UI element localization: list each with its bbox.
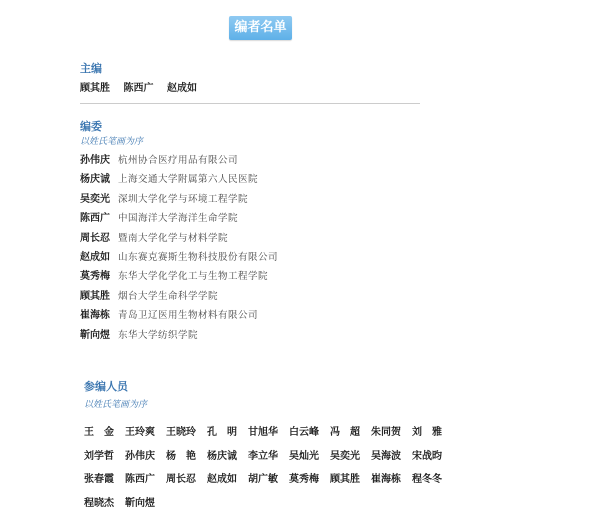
editor-affiliation: 深圳大学化学与环境工程学院 [118, 193, 249, 205]
editor-name: 孙伟庆 [80, 155, 110, 166]
participant-name: 白云峰 [289, 427, 319, 438]
editor-affiliation: 烟台大学生命科学学院 [118, 290, 219, 302]
editor-name: 陈西广 [80, 213, 110, 225]
editors-order-note: 以姓氏笔画为序 [80, 137, 144, 147]
editor-entry [80, 252, 278, 271]
participant-name: 张春霞 [84, 474, 114, 485]
editor-name: 杨庆诚 [80, 174, 110, 186]
editor-name: 顾其胜 [80, 290, 110, 302]
participant-name: 王玲爽 [125, 427, 155, 438]
editor-name: 靳向煜 [80, 329, 110, 341]
editor-affiliation: 杭州协合医疗用品有限公司 [118, 155, 239, 166]
participant-name: 杨庆诚 [207, 450, 237, 462]
editor-entry [80, 155, 278, 174]
chief-editor-heading: 主编 [80, 62, 102, 75]
participant-name: 吴灿光 [289, 450, 319, 462]
editor-entry [80, 310, 278, 329]
editors-heading: 编委 [80, 120, 102, 133]
participant-name: 周长忍 [166, 474, 196, 485]
editor-entry [80, 213, 278, 232]
participant-name: 孔 明 [207, 427, 237, 438]
participant-name: 宋战昀 [412, 450, 442, 462]
participant-name: 王 金 [84, 427, 114, 438]
participant-name: 陈西广 [125, 474, 155, 485]
editor-entry [80, 271, 278, 290]
participant-name: 王晓玲 [166, 427, 196, 438]
editor-name: 崔海栋 [80, 310, 110, 322]
participants-order-note: 以姓氏笔画为序 [84, 400, 148, 410]
editor-affiliation: 东华大学化学化工与生物工程学院 [118, 271, 269, 283]
participant-name: 吴海波 [371, 450, 401, 462]
participant-name: 胡广敏 [248, 474, 278, 485]
participant-name: 朱同贺 [371, 427, 401, 438]
participant-name: 靳向煜 [125, 497, 155, 509]
editor-entry [80, 233, 278, 252]
editor-name: 赵成如 [80, 251, 110, 263]
chief-editor-names [80, 79, 207, 94]
participant-name: 刘学哲 [84, 450, 114, 462]
participant-name: 孙伟庆 [125, 450, 155, 462]
chief-editor-name: 赵成如 [166, 83, 197, 94]
editor-affiliation: 山东赛克赛斯生物科技股份有限公司 [118, 251, 279, 263]
editor-affiliation: 东华大学纺织学院 [118, 329, 199, 341]
participant-name: 程晓杰 [84, 497, 114, 509]
editor-list [80, 155, 278, 349]
chief-editor-name: 陈西广 [123, 83, 154, 94]
participants-grid [84, 420, 464, 514]
participant-name: 程冬冬 [412, 474, 442, 485]
editor-entry [80, 291, 278, 310]
participant-name: 莫秀梅 [289, 474, 319, 485]
section-divider [80, 103, 420, 104]
editor-affiliation: 暨南大学化学与材料学院 [118, 232, 229, 244]
chief-editor-name: 顾其胜 [80, 83, 110, 94]
editor-name: 周长忍 [80, 232, 110, 244]
editor-affiliation: 青岛卫辽医用生物材料有限公司 [118, 310, 259, 322]
editor-affiliation: 中国海洋大学海洋生命学院 [118, 213, 239, 225]
editor-name: 莫秀梅 [80, 271, 110, 283]
participant-name: 冯 超 [330, 427, 360, 438]
page-title: 编者名单 [229, 16, 292, 40]
editor-entry [80, 174, 278, 193]
participant-name: 甘旭华 [248, 427, 278, 438]
participant-name: 李立华 [248, 450, 278, 462]
editor-affiliation: 上海交通大学附属第六人民医院 [118, 174, 259, 186]
editor-entry [80, 330, 278, 349]
editor-entry [80, 194, 278, 213]
participant-name: 吴奕光 [330, 450, 360, 462]
editor-name: 吴奕光 [80, 193, 110, 205]
participant-name: 赵成如 [207, 474, 237, 485]
participant-name: 刘 雅 [412, 427, 442, 438]
participants-heading: 参编人员 [84, 380, 128, 393]
participant-name: 崔海栋 [371, 474, 401, 485]
participant-name: 杨 艳 [166, 450, 196, 462]
participant-name: 顾其胜 [330, 474, 360, 485]
